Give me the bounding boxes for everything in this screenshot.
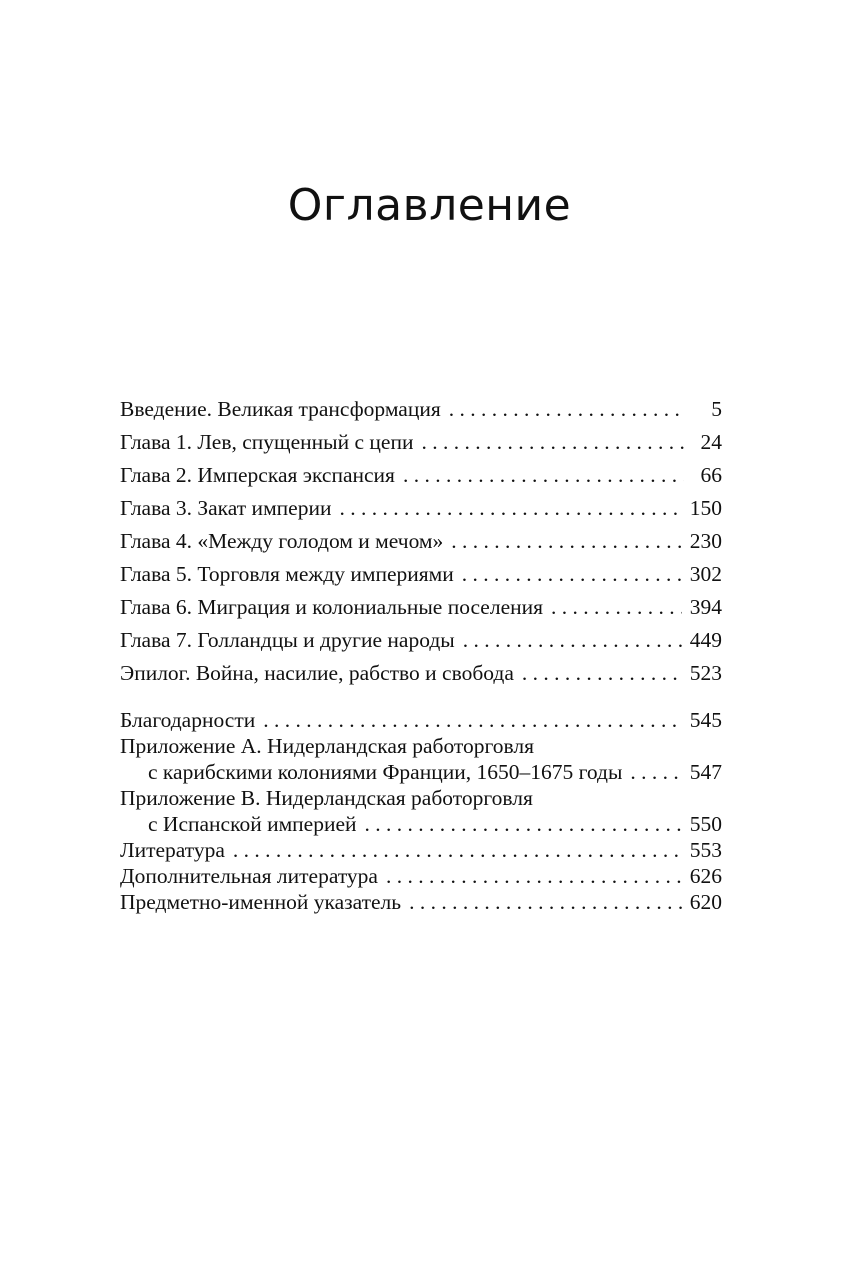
toc-entry-page: 620 xyxy=(689,890,722,914)
toc-entry-page: 550 xyxy=(689,812,722,836)
toc-entry-label: Благодарности xyxy=(120,708,256,732)
toc-entry xyxy=(120,492,722,525)
toc-entry-label: Эпилог. Война, насилие, рабство и свобода xyxy=(120,661,514,685)
dot-leader xyxy=(263,707,682,733)
dot-leader xyxy=(233,837,682,863)
toc-entry-label: Глава 5. Торговля между империями xyxy=(120,562,454,586)
dot-leader xyxy=(462,558,682,591)
dot-leader xyxy=(449,393,684,426)
dot-leader xyxy=(409,889,682,915)
toc-entry-page: 547 xyxy=(689,760,722,784)
dot-leader xyxy=(451,525,681,558)
toc-main-section xyxy=(120,393,722,690)
toc-entry-appendix-a-line2 xyxy=(120,759,722,785)
toc-entry-appendix-b-line1 xyxy=(120,785,722,811)
toc-entry-index xyxy=(120,889,722,915)
toc-entry-label: Приложение B. Нидерландская работорговля xyxy=(120,786,533,810)
dot-leader xyxy=(630,759,681,785)
toc-entry-page: 24 xyxy=(700,430,722,454)
toc-entry-label: Приложение А. Нидерландская работорговля xyxy=(120,734,535,758)
toc-entry-label: с Испанской империей xyxy=(148,812,357,836)
page-title: Оглавление xyxy=(287,180,572,231)
toc-entry-page: 302 xyxy=(689,562,722,586)
toc-entry xyxy=(120,624,722,657)
toc-entry-label: Введение. Великая трансформация xyxy=(120,397,441,421)
dot-leader xyxy=(522,657,682,690)
dot-leader xyxy=(386,863,682,889)
toc-entry-page: 150 xyxy=(689,496,722,520)
toc-entry-acknowledgements xyxy=(120,707,722,733)
toc-entry-label: Глава 6. Миграция и колониальные поселения xyxy=(120,595,544,619)
toc-entry-label: Предметно-именной указатель xyxy=(120,890,402,914)
toc-entry xyxy=(120,459,722,492)
toc-entry-appendix-b-line2 xyxy=(120,811,722,837)
toc-entry xyxy=(120,393,722,426)
toc-entry-label: с карибскими колониями Франции, 1650–1675 годы xyxy=(148,760,623,784)
toc-entry-page: 5 xyxy=(711,397,722,421)
toc-entry-label: Дополнительная литература xyxy=(120,864,378,888)
dot-leader xyxy=(403,459,684,492)
toc-entry-page: 394 xyxy=(689,595,722,619)
toc-entry xyxy=(120,591,722,624)
toc-entry-label: Глава 7. Голландцы и другие народы xyxy=(120,628,455,652)
toc-entry xyxy=(120,558,722,591)
toc-entry xyxy=(120,657,722,690)
toc-entry-page: 545 xyxy=(689,708,722,732)
dot-leader xyxy=(365,811,682,837)
toc-entry-label: Литература xyxy=(120,838,225,862)
toc-entry xyxy=(120,426,722,459)
dot-leader xyxy=(463,624,682,657)
toc-entry-literature xyxy=(120,837,722,863)
toc-entry-label: Глава 4. «Между голодом и мечом» xyxy=(120,529,444,553)
toc-entry-page: 449 xyxy=(689,628,722,652)
toc-entry-label: Глава 2. Имперская экспансия xyxy=(120,463,395,487)
toc-entry-page: 626 xyxy=(689,864,722,888)
toc-entry-page: 523 xyxy=(689,661,722,685)
toc-entry-further-reading xyxy=(120,863,722,889)
toc-entry-appendix-a-line1 xyxy=(120,733,722,759)
toc-entry-page: 230 xyxy=(689,529,722,553)
toc-back-matter-section xyxy=(120,707,722,915)
dot-leader xyxy=(421,426,684,459)
toc-entry-page: 66 xyxy=(700,463,722,487)
toc-entry xyxy=(120,525,722,558)
toc-entry-label: Глава 1. Лев, спущенный с цепи xyxy=(120,430,414,454)
dot-leader xyxy=(339,492,681,525)
toc-entry-label: Глава 3. Закат империи xyxy=(120,496,332,520)
dot-leader xyxy=(551,591,682,624)
toc-entry-page: 553 xyxy=(689,838,722,862)
